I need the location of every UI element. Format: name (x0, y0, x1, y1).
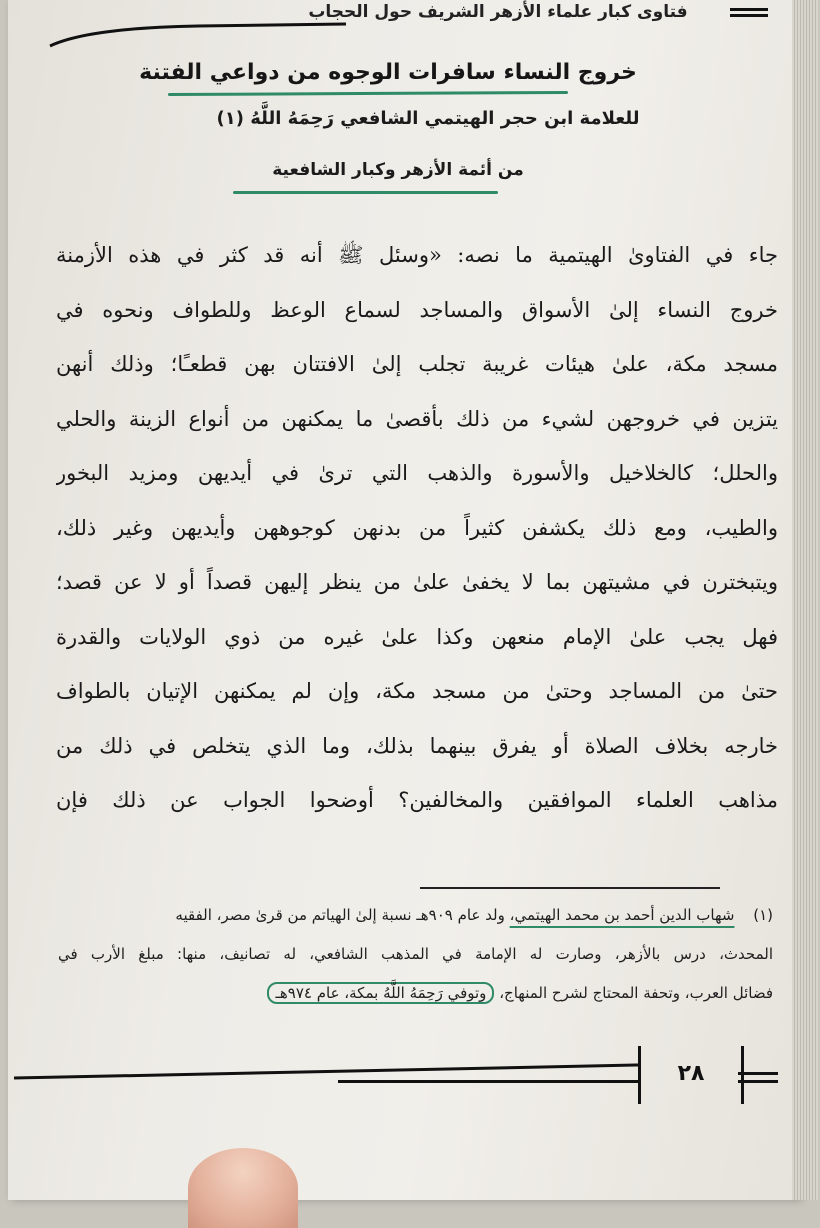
article-author: للعلامة ابن حجر الهيتمي الشافعي رَحِمَهُ اللَّهُ (١) (216, 108, 640, 129)
footnote-line-2: المحدث، درس بالأزهر، وصارت له الإمامة في المذهب الشافعي، له تصانيف، منها: مبلغ الأرب في (58, 945, 773, 963)
body-line: مذاهب العلماء الموافقين والمخالفين؟ أوضحوا الجواب عن ذلك فإن (56, 788, 778, 812)
article-title: خروج النساء سافرات الوجوه من دواعي الفتنة (139, 60, 637, 85)
body-line: حتىٰ من المساجد وحتىٰ من مسجد مكة، وإن لم يمكنهن الإتيان بالطواف (56, 679, 778, 703)
body-line: فهل يجب علىٰ الإمام منعهن وكذا علىٰ غيره من ذوي الولايات والقدرة (56, 624, 778, 649)
body-line: ويتبخترن في مشيتهن بما لا يخفىٰ علىٰ من ينظر إليهن قصداً أو لا عن قصد؛ (56, 570, 778, 594)
author-description: من أئمة الأزهر وكبار الشافعية (272, 160, 524, 180)
body-line: والحلل؛ كالخلاخيل والأسورة والذهب التي ترىٰ في أيديهن ومزيد البخور (56, 461, 778, 485)
body-line: جاء في الفتاوىٰ الهيتمية ما نصه: «وسئل ﷺ أنه قد كثر في هذه الأزمنة (56, 243, 778, 267)
footer-rule-right-2 (738, 1080, 778, 1083)
body-text (56, 228, 778, 828)
footnote-line-1 (58, 896, 773, 935)
header-curve-rule (48, 10, 348, 50)
footnote-number: (١) (753, 906, 773, 924)
footnote-name-highlighted: شهاب الدين أحمد بن محمد الهيتمي، (509, 906, 735, 924)
footnote-death-circled: وتوفي رَحِمَهُ اللَّهُ بمكة، عام ٩٧٤هـ (267, 982, 494, 1004)
body-line: خروج النساء إلىٰ الأسواق والمساجد لسماع الوعظ وللطواف ونحوه في (56, 297, 778, 322)
footnote-separator (420, 887, 720, 889)
body-line: خارجه بخلاف الصلاة أو يفرق بينهما بذلك، وما الذي يتخلص في ذلك من (56, 733, 778, 758)
footer-rule-left (14, 1063, 640, 1079)
footnote-line-3 (58, 974, 773, 1013)
body-line: والطيب، ومع ذلك يكشفن كثيراً من بدنهن كوجوههن وأيديهن وغير ذلك، (56, 515, 778, 540)
footnote-line-1-rest: ولد عام ٩٠٩هـ نسبة إلىٰ الهياتم من قرىٰ مصر، الفقيه (175, 906, 505, 924)
footer-rule-right (738, 1072, 778, 1075)
body-line: يتزين في خروجهن لشيء من ذلك بأقصىٰ ما يمكنهن من أنواع الزينة والحلي (56, 406, 778, 431)
footer-rule-left-2 (338, 1080, 640, 1083)
section-highlight-underline (233, 191, 498, 194)
running-header: فتاوى كبار علماء الأزهر الشريف حول الحجاب (308, 2, 688, 22)
footnote (58, 896, 773, 1013)
body-line: مسجد مكة، علىٰ هيئات غريبة تجلب إلىٰ الافتتان بهن قطعـًا؛ وذلك أنهن (56, 352, 778, 376)
title-highlight-underline (168, 91, 568, 96)
header-rule-right-2 (730, 14, 768, 17)
page-number: ٢٨ (677, 1061, 705, 1086)
footnote-line-3-start: فضائل العرب، وتحفة المحتاج لشرح المنهاج، (499, 984, 773, 1002)
header-rule-right (730, 8, 768, 11)
book-page (8, 0, 798, 1200)
page-stack-edge (792, 0, 818, 1200)
thumb (188, 1148, 298, 1228)
